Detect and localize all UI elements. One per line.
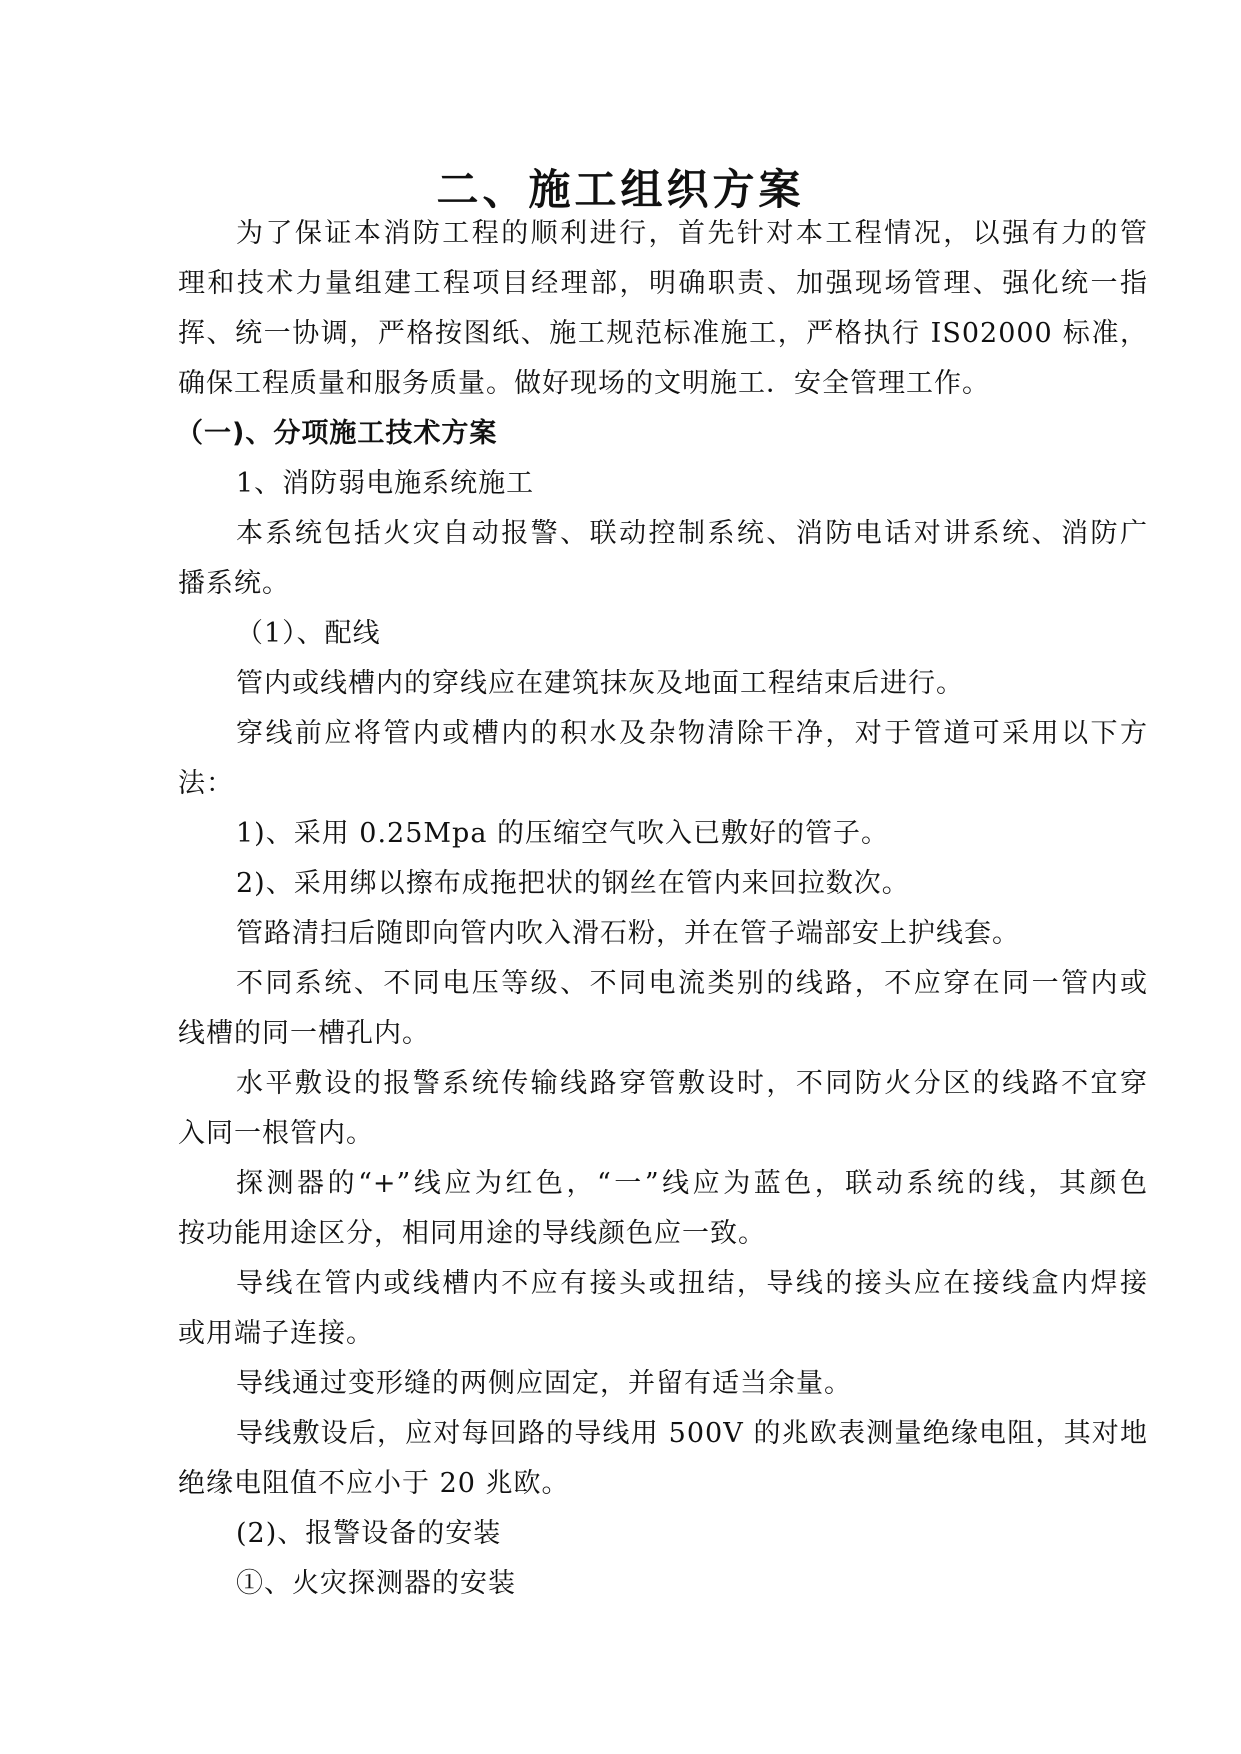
paragraph-7-line-2: 或用端子连接。 [178, 1318, 374, 1349]
paragraph-4-line-2: 线槽的同一槽孔内。 [178, 1018, 430, 1049]
system-desc-line-2: 播系统。 [178, 568, 290, 599]
intro-line-1: 为了保证本消防工程的顺利进行，首先针对本工程情况，以强有力的管 [236, 218, 1148, 249]
paragraph-2-line-1: 穿线前应将管内或槽内的积水及杂物清除干净，对于管道可采用以下方 [236, 718, 1148, 749]
paragraph-5-line-1: 水平敷设的报警系统传输线路穿管敷设时，不同防火分区的线路不宜穿 [236, 1068, 1148, 1099]
paragraph-4-line-1: 不同系统、不同电压等级、不同电流类别的线路，不应穿在同一管内或 [236, 968, 1148, 999]
subsection-heading: 1、消防弱电施系统施工 [236, 468, 535, 499]
paragraph-6-line-1: 探测器的“+”线应为红色，“一”线应为蓝色，联动系统的线，其颜色 [236, 1168, 1148, 1199]
paragraph-3: 管路清扫后随即向管内吹入滑石粉，并在管子端部安上护线套。 [236, 918, 1020, 949]
intro-line-2: 理和技术力量组建工程项目经理部，明确职责、加强现场管理、强化统一指 [178, 268, 1148, 299]
paragraph-9-line-1: 导线敷设后，应对每回路的导线用 500V 的兆欧表测量绝缘电阻，其对地 [236, 1418, 1148, 1449]
paragraph-2-line-2: 法： [178, 768, 234, 799]
method-item-1: 1)、采用 0.25Mpa 的压缩空气吹入已敷好的管子。 [236, 818, 890, 849]
system-desc-line-1: 本系统包括火灾自动报警、联动控制系统、消防电话对讲系统、消防广 [236, 518, 1148, 549]
paragraph-6-line-2: 按功能用途区分，相同用途的导线颜色应一致。 [178, 1218, 766, 1249]
paragraph-1: 管内或线槽内的穿线应在建筑抹灰及地面工程结束后进行。 [236, 668, 964, 699]
method-item-2: 2)、采用绑以擦布成拖把状的钢丝在管内来回拉数次。 [236, 868, 910, 899]
paragraph-5-line-2: 入同一根管内。 [178, 1118, 374, 1149]
paragraph-7-line-1: 导线在管内或线槽内不应有接头或扭结，导线的接头应在接线盒内焊接 [236, 1268, 1148, 1299]
detector-install-heading: ①、火灾探测器的安装 [236, 1568, 516, 1599]
wiring-heading: （1）、配线 [236, 618, 381, 649]
paragraph-8: 导线通过变形缝的两侧应固定，并留有适当余量。 [236, 1368, 852, 1399]
alarm-equipment-heading: (2)、报警设备的安装 [236, 1518, 502, 1549]
section-heading: （一)、分项施工技术方案 [176, 418, 498, 449]
paragraph-9-line-2: 绝缘电阻值不应小于 20 兆欧。 [178, 1468, 570, 1499]
intro-line-4: 确保工程质量和服务质量。做好现场的文明施工．安全管理工作。 [178, 368, 990, 399]
page-title: 二、施工组织方案 [436, 165, 805, 214]
intro-line-3: 挥、统一协调，严格按图纸、施工规范标准施工，严格执行 IS02000 标准， [178, 318, 1148, 349]
